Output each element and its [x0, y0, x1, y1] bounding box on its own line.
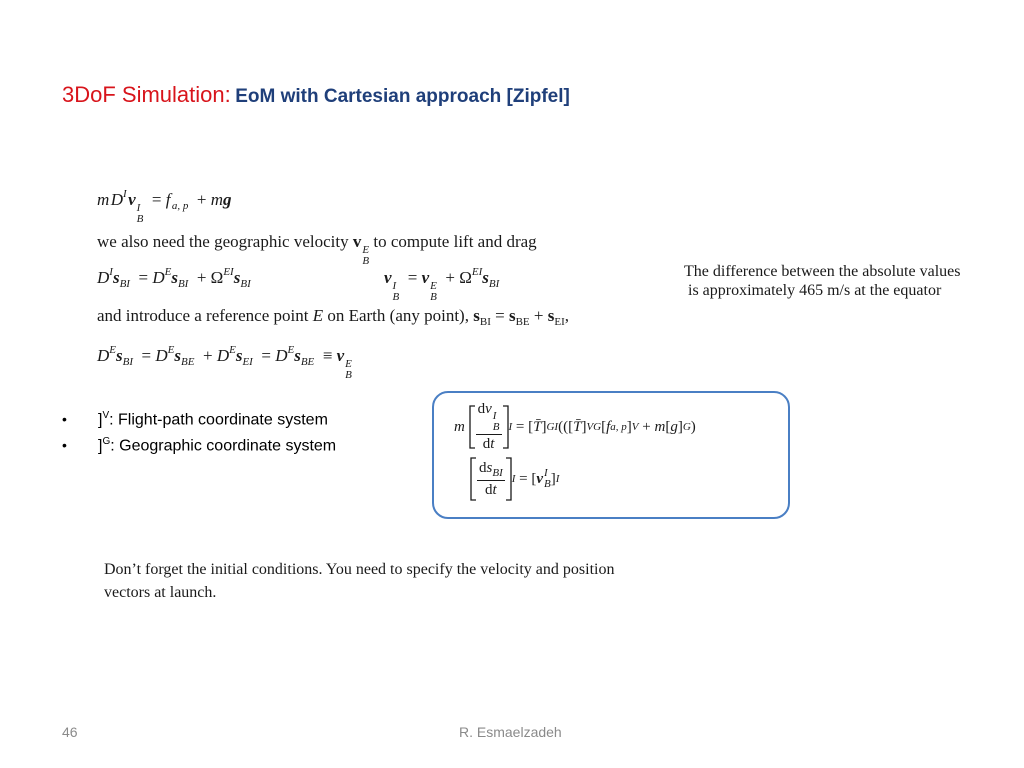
- note-line-2: is approximately 465 m/s at the equator: [688, 282, 942, 299]
- line4-text-b: on Earth (any point),: [327, 306, 469, 325]
- right-bracket-icon: [505, 457, 512, 501]
- reminder-line-2: vectors at launch.: [104, 584, 217, 601]
- title-main: 3DoF Simulation:: [62, 82, 231, 107]
- list-item: [62, 410, 336, 436]
- initial-conditions-note: [104, 558, 614, 604]
- note-line-1: The difference between the absolute values: [684, 263, 961, 280]
- left-bracket-icon: [470, 457, 477, 501]
- line4-text-a: and introduce a reference point: [97, 306, 309, 325]
- box-equation-2: $\frac{ds_{BI}}{dt}$ I = [ v I B ] I: [470, 457, 559, 501]
- equation-line-4: and introduce a reference point E on Earth (any point), $s_{BI} = s_{BE} + s_{EI}$,: [97, 306, 569, 328]
- line4-E: E: [312, 306, 324, 325]
- left-bracket-icon: [469, 405, 476, 449]
- equation-line-1: m $D^I$ v I B = f $_{a, p}$ + mg: [97, 188, 232, 225]
- bullet-prefix: ]: [98, 437, 103, 455]
- eom-matrix-box: [432, 391, 790, 519]
- bullet-superscript: G: [102, 436, 111, 447]
- list-item: [62, 436, 336, 462]
- equation-line-5: $D^Es_{BI} = D^Es_{BE} + D^Es_{EI} = D^Es_{BE} \equiv v$ E B: [97, 344, 352, 381]
- line2-text-b: to compute lift and drag: [373, 232, 537, 251]
- bullet-text: : Geographic coordinate system: [110, 437, 337, 455]
- footer-author: R. Esmaelzadeh: [459, 724, 562, 740]
- slide-title: [62, 82, 570, 108]
- right-bracket-icon: [502, 405, 509, 449]
- page-number: 46: [62, 724, 78, 740]
- bullet-icon: •: [62, 437, 67, 454]
- reminder-line-1: Don’t forget the initial conditions. You need to specify the velocity and position: [104, 561, 615, 578]
- bullet-text: : Flight-path coordinate system: [109, 411, 328, 429]
- bullet-superscript: V: [102, 410, 110, 421]
- bullet-prefix: ]: [98, 411, 103, 429]
- title-subtitle: EoM with Cartesian approach [Zipfel]: [235, 86, 570, 107]
- bullet-icon: •: [62, 411, 67, 428]
- velocity-note: [684, 262, 1004, 300]
- equation-line-3-left: $D^Is_{BI} = D^Es_{BI} + \Omega^{EI}s_{BI}$: [97, 266, 251, 290]
- line2-text-a: we also need the geographic velocity: [97, 232, 349, 251]
- equation-line-3-right: v I B = v E B + $\Omega^{EI}s_{BI}$: [384, 266, 500, 303]
- equation-line-2: we also need the geographic velocity v E B to compute lift and drag: [97, 232, 537, 267]
- coordinate-system-list: [62, 410, 336, 462]
- box-equation-1: m dv I B dt I = [ T̄ ] GI (([ T̄ ] VG [ f a, p ] V + m [ g ] G ): [454, 401, 696, 452]
